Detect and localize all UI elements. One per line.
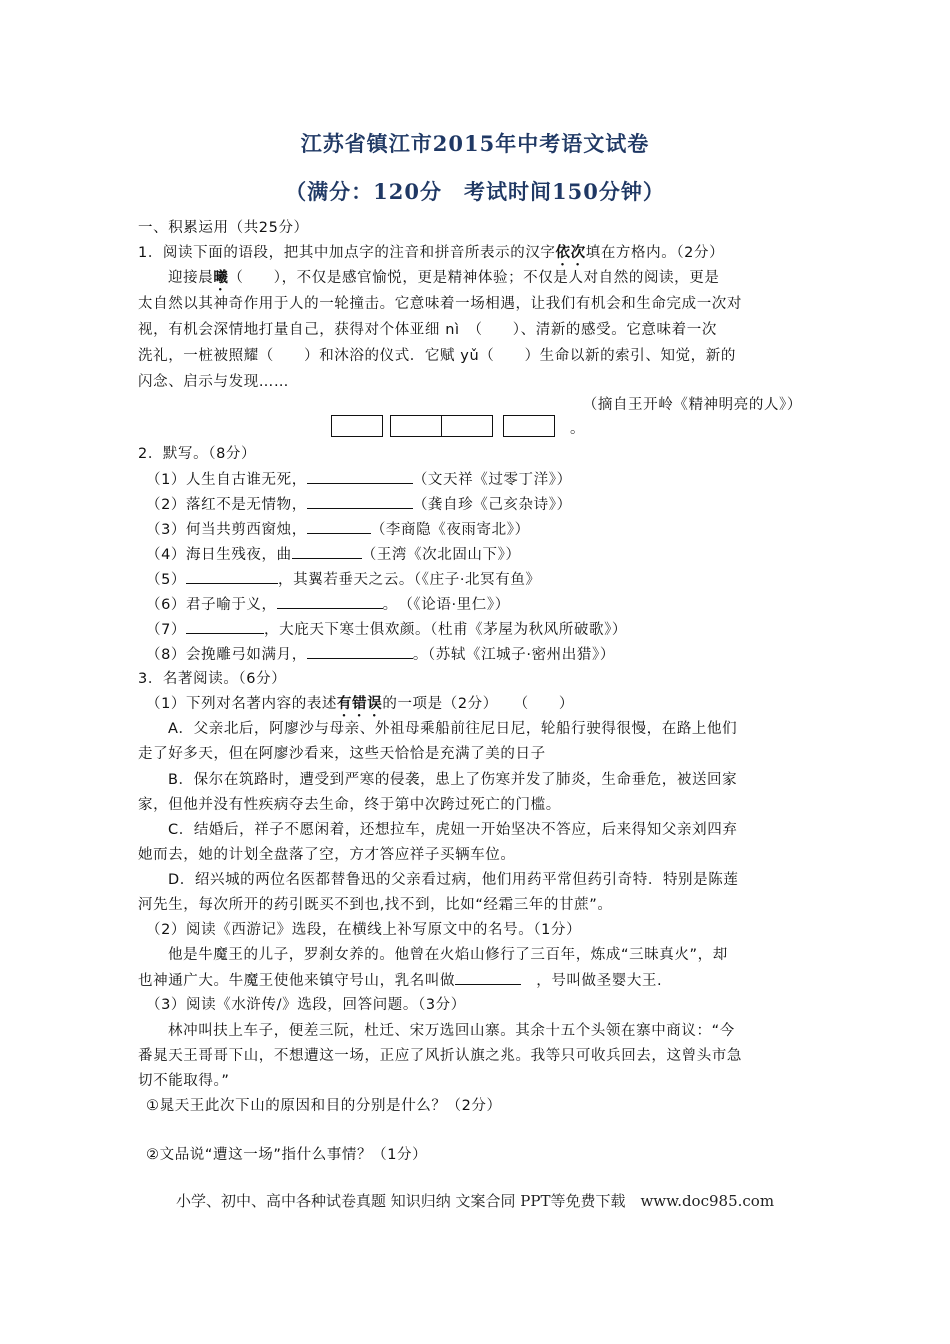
fill-blank[interactable] — [186, 569, 278, 584]
recitation-item: （4）海日生残夜，曲 （王湾《次北固山下》） — [146, 544, 521, 565]
emphasized-text: 有错误 — [337, 696, 383, 712]
fill-blank[interactable] — [307, 494, 413, 509]
option-c-cont: 她而去，她的计划全盘落了空，方才答应祥子买辆车位。 — [138, 847, 516, 863]
answer-boxes — [0, 413, 950, 439]
passage-line: 闪念、启示与发现…… — [138, 374, 289, 390]
recitation-item: （7） ，大庇天下寒士俱欢颜。（杜甫《茅屋为秋风所破歌》） — [146, 619, 627, 640]
option-b-cont: 家，但他并没有性疾病夺去生命，终于第中次跨过死亡的门槛。 — [138, 797, 561, 813]
answer-box[interactable] — [441, 415, 493, 437]
boxes-end-mark: 。 — [570, 421, 585, 437]
option-d-cont: 河先生，每次所开的药引既买不到也,找不到，比如“经霜三年的甘蔗”。 — [138, 897, 613, 913]
subquestion-3: （3）阅读《水浒传/》选段，回答问题。（3分） — [146, 997, 466, 1013]
excerpt-line: 切不能取得。” — [138, 1073, 230, 1089]
fill-blank[interactable] — [277, 594, 383, 609]
question-3-heading: 3．名著阅读。（6分） — [138, 671, 287, 687]
exam-title: 江苏省镇江市2015年中考语文试卷 — [300, 131, 650, 156]
fill-blank[interactable] — [186, 619, 264, 634]
question-1-stem: 1．阅读下面的语段，把其中加点字的注音和拼音所表示的汉字依次填在方格内。（2分） — [138, 245, 725, 261]
passage-line: 视，有机会深情地打量自己，获得对个体亚细 nì （ ）、清新的感受。它意味着一次 — [138, 322, 717, 338]
excerpt-line: 林冲叫扶上车子，便差三阮，杜迁、宋万选回山寨。其余十五个头领在寨中商议：“今 — [168, 1023, 735, 1039]
subquestion-1: （1）下列对名著内容的表述有错误的一项是（2分） （ ） — [146, 696, 574, 712]
option-a-cont: 走了好多天，但在阿廖沙看来，这些天恰恰是充满了美的日子 — [138, 746, 546, 762]
answer-box[interactable] — [390, 415, 442, 437]
fill-blank[interactable] — [307, 469, 413, 484]
option-b: B．保尔在筑路时，遭受到严寒的侵袭，患上了伤寒并发了肺炎，生命垂危，被送回家 — [168, 772, 738, 788]
option-c: C．结婚后，祥子不愿闲着，还想拉车，虎妞一开始坚决不答应，后来得知父亲刘四弃 — [168, 822, 738, 838]
fill-blank[interactable] — [307, 519, 371, 534]
option-d: D．绍兴城的两位名医都替鲁迅的父亲看过病，他们用药平常但药引奇特．特别是陈莲 — [168, 872, 739, 888]
recitation-item: （3）何当共剪西窗烛， （李商隐《夜雨寄北》） — [146, 519, 530, 540]
passage-line: 迎接晨曦（ ），不仅是感官愉悦，更是精神体验；不仅是人对自然的阅读，更是 — [168, 270, 720, 286]
passage-line: 洗礼，一桩被照耀（ ）和沐浴的仪式．它赋 yǔ（ ）生命以新的索引、知觉，新的 — [138, 348, 736, 364]
dotted-character: 曦 — [213, 270, 229, 286]
passage-line: 太自然以其神奇作用于人的一轮撞击。它意味着一场相遇，让我们有机会和生命完成一次对 — [138, 296, 742, 312]
subquestion-2: （2）阅读《西游记》选段，在横线上补写原文中的名号。（1分） — [146, 922, 582, 938]
question-item-2: ②文品说“遭这一场”指什么事情？（1分） — [146, 1147, 428, 1163]
footer-text: 小学、初中、高中各种试卷真题 知识归纳 文案合同 PPT等免费下载 www.doc985.com — [175, 1192, 775, 1210]
question-2-heading: 2．默写。（8分） — [138, 446, 257, 462]
recitation-item: （6）君子喻于义， 。 （《论语·里仁》） — [146, 594, 510, 615]
recitation-item: （5） ，其翼若垂天之云。（《庄子·北冥有鱼》 — [146, 569, 541, 590]
option-a: A．父亲北后，阿廖沙与母亲、外祖母乘船前往尼日尼，轮船行驶得很慢，在路上他们 — [168, 721, 738, 737]
fill-blank[interactable] — [307, 644, 413, 659]
recitation-item: （8）会挽雕弓如满月， 。（苏轼《江城子·密州出猎》） — [146, 644, 615, 665]
question-item-1: ①晁天王此次下山的原因和目的分别是什么？（2分） — [146, 1098, 502, 1114]
fill-blank[interactable] — [455, 970, 521, 985]
answer-box[interactable] — [503, 415, 555, 437]
answer-box[interactable] — [331, 415, 383, 437]
excerpt-line: 番晁天王哥哥下山，不想遭这一场，正应了风折认旗之兆。我等只可收兵回去，这曾头市急 — [138, 1048, 742, 1064]
emphasized-text: 依次 — [555, 245, 586, 261]
fill-blank[interactable] — [292, 544, 362, 559]
excerpt-line: 他是牛魔王的儿子，罗刹女养的。他曾在火焰山修行了三百年，炼成“三昧真火”，却 — [168, 947, 728, 963]
excerpt-line: 也神通广大。牛魔王使他来镇守号山，乳名叫做 ，号叫做圣婴大王. — [138, 970, 662, 991]
exam-subtitle: （满分：120分 考试时间150分钟） — [285, 179, 665, 204]
recitation-item: （1）人生自古谁无死， （文天祥《过零丁洋》） — [146, 469, 572, 490]
recitation-item: （2）落红不是无情物， （龚自珍《己亥杂诗》） — [146, 494, 572, 515]
section-heading: 一、积累运用（共25分） — [138, 220, 309, 236]
passage-source: （摘自王开岭《精神明亮的人》） — [582, 397, 802, 413]
